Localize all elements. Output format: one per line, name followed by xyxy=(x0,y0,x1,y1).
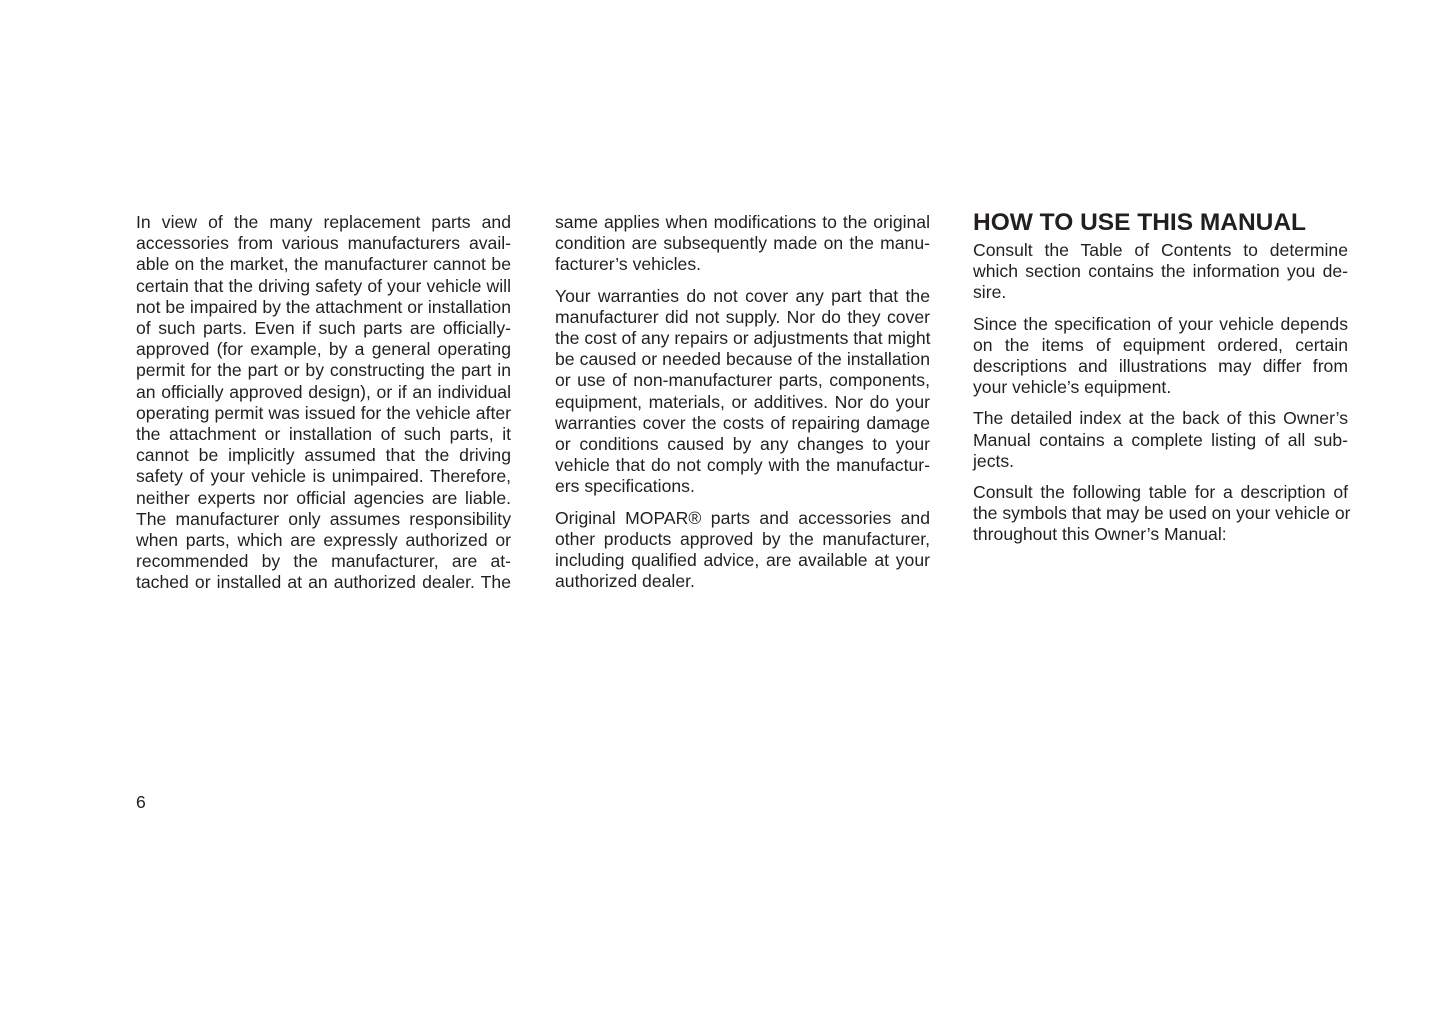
text-line: warranties cover the costs of repairing damage xyxy=(555,412,930,433)
column-left xyxy=(136,212,511,604)
paragraph xyxy=(555,508,930,593)
text-line: operating permit was issued for the vehicle after xyxy=(136,402,511,423)
text-line: manufacturer did not supply. Nor do they cover xyxy=(555,306,930,327)
text-line: throughout this Owner’s Manual: xyxy=(973,524,1227,545)
text-line: which section contains the information you de- xyxy=(973,261,1348,282)
paragraph xyxy=(973,408,1348,472)
text-line: of such parts. Even if such parts are officially- xyxy=(136,318,511,339)
text-line: Since the specification of your vehicle depends xyxy=(973,313,1348,334)
text-line: other products approved by the manufacturer, xyxy=(555,528,930,549)
paragraph xyxy=(555,286,930,498)
section-heading: HOW TO USE THIS MANUAL xyxy=(973,209,1307,236)
text-line: authorized dealer. xyxy=(555,571,695,592)
text-line: permit for the part or by constructing the part in xyxy=(136,360,511,381)
text-line: Consult the following table for a description of xyxy=(973,482,1348,503)
text-line: be caused or needed because of the installation xyxy=(555,349,930,370)
text-line: including qualified advice, are available at your xyxy=(555,550,930,571)
paragraph xyxy=(973,240,1348,304)
text-line: Your warranties do not cover any part that the xyxy=(555,285,930,306)
text-line: accessories from various manufacturers avail- xyxy=(136,233,511,254)
text-line: the attachment or installation of such parts, it xyxy=(136,424,511,445)
text-line: vehicle that do not comply with the manufactur- xyxy=(555,455,930,476)
page-number: 6 xyxy=(136,792,146,812)
text-line: tached or installed at an authorized dealer. The xyxy=(136,572,511,593)
column-right xyxy=(973,208,1351,556)
text-line: facturer’s vehicles. xyxy=(555,254,702,275)
text-line: same applies when modifications to the original xyxy=(555,212,930,232)
text-line: your vehicle’s equipment. xyxy=(973,377,1172,398)
text-line: approved (for example, by a general operating xyxy=(136,339,511,360)
text-line: equipment, materials, or additives. Nor do your xyxy=(555,391,930,412)
paragraph xyxy=(973,482,1351,546)
text-line: not be impaired by the attachment or installation xyxy=(136,296,511,317)
paragraph xyxy=(555,212,930,276)
text-line: recommended by the manufacturer, are at- xyxy=(136,551,511,572)
text-line: when parts, which are expressly authorized or xyxy=(136,530,511,551)
text-line: neither experts nor official agencies are liable. xyxy=(136,487,511,508)
text-line: The manufacturer only assumes responsibility xyxy=(136,508,511,529)
text-line: jects. xyxy=(973,450,1015,471)
text-line: on the items of equipment ordered, certain xyxy=(973,334,1348,355)
text-line: sire. xyxy=(973,282,1007,303)
text-line: ers specifications. xyxy=(555,476,695,497)
column-middle xyxy=(555,212,930,602)
text-line: cannot be implicitly assumed that the driving xyxy=(136,445,511,466)
text-line: Manual contains a complete listing of all sub- xyxy=(973,429,1348,450)
text-line: the cost of any repairs or adjustments that might xyxy=(555,328,931,349)
text-line: In view of the many replacement parts and xyxy=(136,212,511,232)
text-line: descriptions and illustrations may differ from xyxy=(973,356,1348,377)
text-line: safety of your vehicle is unimpaired. Therefore, xyxy=(136,466,511,487)
text-line: The detailed index at the back of this Owner’s xyxy=(973,408,1348,429)
paragraph xyxy=(973,314,1348,399)
text-line: Consult the Table of Contents to determine xyxy=(973,240,1348,260)
text-line: or conditions caused by any changes to your xyxy=(555,434,930,455)
text-line: condition are subsequently made on the manu- xyxy=(555,233,930,254)
text-line: an officially approved design), or if an individual xyxy=(136,381,511,402)
text-line: certain that the driving safety of your vehicle will xyxy=(136,275,511,296)
text-line: Original MOPAR® parts and accessories and xyxy=(555,507,930,528)
text-line: the symbols that may be used on your vehicle or xyxy=(973,503,1351,524)
text-line: or use of non-manufacturer parts, components, xyxy=(555,370,930,391)
paragraph xyxy=(136,212,511,594)
text-line: able on the market, the manufacturer cannot be xyxy=(136,254,511,275)
